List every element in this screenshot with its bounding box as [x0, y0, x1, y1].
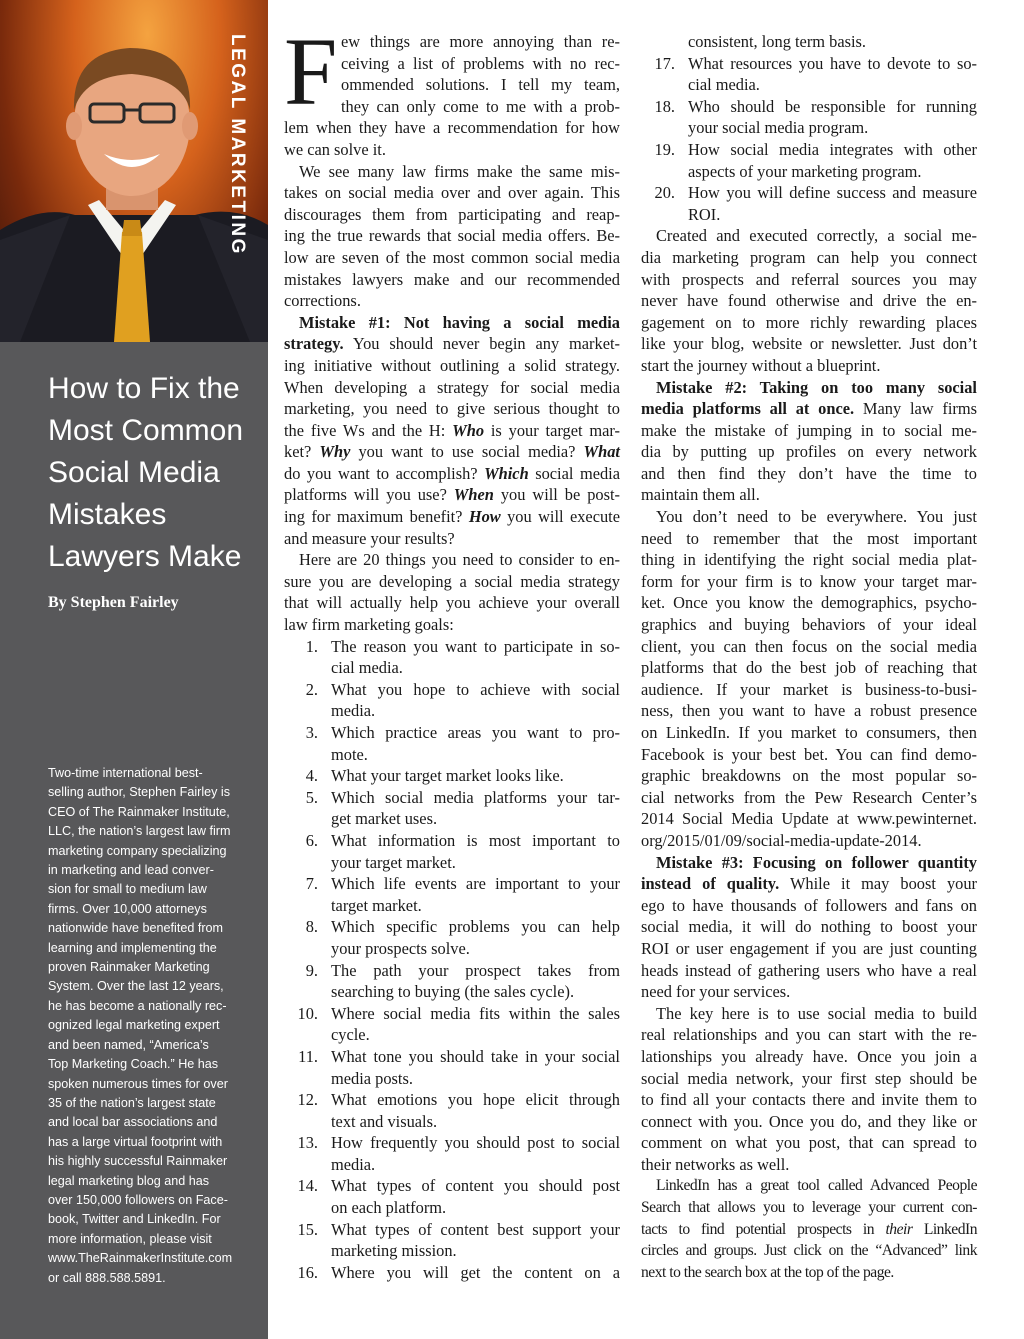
bio-line: spoken numerous times for over — [48, 1076, 228, 1091]
list-item: 16. Where you will get the content on a — [297, 1262, 620, 1282]
text-line: thing in identifying the right social media plat- — [641, 550, 977, 570]
title-line: Social Media — [48, 456, 220, 489]
byline: By Stephen Fairley — [48, 594, 179, 611]
bio-line: System. Over the last 12 years, — [48, 979, 224, 994]
text-line: ceiving a list of problems with no rec- — [341, 53, 620, 73]
bio-line: learning and implementing the — [48, 940, 217, 955]
article-column-2 — [641, 31, 977, 1283]
list-item: 13. How frequently you should post to social media. — [297, 1133, 620, 1174]
title-line: Most Common — [48, 414, 244, 447]
text-line: and then find they don’t have the time to — [641, 463, 977, 483]
bio-line: selling author, Stephen Fairley is — [48, 785, 231, 800]
list-item: 9. The path your prospect takes from searching to buying (the sales cycle). — [305, 960, 620, 1002]
drop-cap: F — [284, 18, 338, 125]
text-line: graphic breakdowns on the most popular so- — [641, 766, 977, 786]
sidebar — [0, 0, 268, 1339]
text-line: Search that allows you to leverage your current con- — [641, 1199, 977, 1217]
title-line: How to Fix the — [48, 372, 240, 405]
bio-line: LLC, the nation’s largest law firm — [48, 824, 231, 839]
bio-line: nationwide have benefited from — [48, 921, 224, 936]
bio-line: legal marketing blog and has — [48, 1173, 210, 1188]
list-item: 15. What types of content best support your marketing mission. — [297, 1219, 620, 1261]
bio-line: sion for small to medium law — [48, 882, 207, 897]
text-line: Here are 20 things you need to consider to en- — [299, 550, 620, 570]
bio-line: and local bar associations and — [48, 1115, 218, 1130]
bio-line: and been named, “America’s — [48, 1037, 209, 1052]
list-item: 14. What types of content you should post on each platform. — [297, 1176, 620, 1218]
list-item: 12. What emotions you hope elicit through text and visuals. — [297, 1090, 620, 1131]
text-line: never have found otherwise and drive the en- — [641, 291, 977, 311]
mistake-1-heading: Mistake #1: Not having a social media — [299, 312, 620, 332]
text-line: LinkedIn has a great tool called Advanced People — [656, 1177, 977, 1195]
text-line: ego to have thousands of followers and fans on — [641, 895, 977, 915]
list-item: 7. Which life events are important to your target market. — [305, 874, 620, 915]
text-line: need to remember that the most important — [641, 528, 977, 548]
list-item: 2. What you hope to achieve with social media. — [305, 679, 620, 721]
text-line: corrections. — [284, 291, 361, 311]
text-line: ket. Once you know the demographics, psycho- — [641, 593, 977, 613]
mistake-3-heading: Mistake #3: Focusing on follower quantity — [656, 852, 977, 872]
text-line: discourages them from participating and reap- — [284, 204, 620, 224]
text-line: low are seven of the most common social media — [284, 247, 620, 267]
bio-line: Top Marketing Coach.” He has — [48, 1057, 219, 1072]
text-line: maintain them all. — [641, 485, 760, 505]
text-line: The key here is to use social media to build — [656, 1003, 977, 1023]
text-line: lationships you already have. Once you join a — [641, 1046, 977, 1066]
bio-line: book, Twitter and LinkedIn. For — [48, 1212, 221, 1227]
text-line: 2014 Social Media Update at www.pewinternet. — [641, 809, 977, 829]
bio-line: marketing company specializing — [48, 843, 227, 858]
text-line: Facebook is your best bet. You can find demo- — [641, 744, 977, 764]
text-line: the five Ws and the H: Who is your target mar- — [284, 420, 620, 440]
list-item: 20. How you will define success and measure ROI. — [654, 183, 977, 224]
text-line: dia marketing program can help you connect — [641, 247, 977, 267]
article-title — [48, 368, 263, 578]
text-line: strategy. You should never begin any market- — [284, 334, 620, 354]
bio-line: his highly successful Rainmaker — [48, 1154, 228, 1169]
bio-line: in marketing and lead conver- — [48, 863, 214, 878]
text-line: platforms will you use? When you will be post- — [284, 485, 620, 505]
text-line: that will actually help you achieve your overall — [284, 593, 620, 613]
text-line: ket? Why you want to use social media? What — [284, 442, 620, 462]
bio-line: has a large virtual footprint with — [48, 1134, 223, 1149]
text-line: instead of quality. While it may boost your — [641, 874, 977, 894]
bio-line: 35 of the nation’s largest state — [48, 1095, 216, 1110]
text-line: and measure your results? — [284, 528, 455, 548]
text-line: comment on what you post, that can spread to — [641, 1133, 977, 1153]
mistake-2-heading: Mistake #2: Taking on too many social — [656, 377, 977, 397]
text-line: ing the true rewards that social media offers. Be- — [284, 226, 620, 246]
bio-line: ognized legal marketing expert — [48, 1018, 220, 1033]
list-item: 18. Who should be responsible for running your social media program. — [654, 96, 977, 138]
text-line: dia by putting up profiles on every network — [641, 442, 977, 462]
text-line: to find all your contacts there and invite them to — [641, 1090, 977, 1110]
bio-line: proven Rainmaker Marketing — [48, 960, 210, 975]
text-line: law firm marketing goals: — [284, 615, 454, 635]
text-line: heads instead of gathering users who have a real — [641, 960, 977, 980]
text-line: You don’t need to be everywhere. You just — [656, 507, 977, 527]
list-item: 4. What your target market looks like. — [305, 766, 564, 786]
text-line: mistakes lawyers make and our recommended — [284, 269, 620, 289]
text-line: social media, it will do nothing to boost your — [641, 917, 977, 937]
text-line: ew things are more annoying than re- — [341, 32, 620, 51]
bio-line: firms. Over 10,000 attorneys — [48, 901, 207, 916]
text-line: When developing a strategy for social media — [284, 377, 620, 397]
bio-line: Two-time international best- — [48, 766, 203, 780]
text-line: gagement on to more richly rewarding places — [641, 312, 977, 332]
text-line: real relationships and you can start with the re- — [641, 1025, 977, 1045]
bio-line: or call 888.588.5891. — [48, 1270, 166, 1285]
text-line: audience. If your market is business-to-busi- — [641, 679, 977, 699]
text-line: ommended solutions. I tell my team, — [341, 75, 620, 95]
bio-line: more information, please visit — [48, 1231, 212, 1246]
text-line: make the mistake of jumping in to social me- — [641, 420, 977, 440]
author-bio — [48, 764, 258, 1288]
text-line: we can solve it. — [284, 139, 386, 159]
text-line: social media network, your first step should be — [641, 1068, 977, 1088]
article-column-1 — [284, 18, 621, 1283]
text-line: client, you can then focus on the social media — [641, 636, 977, 656]
list-item-continued: consistent, long term basis. — [688, 32, 867, 51]
list-item: 10. Where social media fits within the sales cycle. — [297, 1003, 620, 1045]
text-line: ness, then you want to have a robust presence — [641, 701, 977, 721]
title-line: Mistakes — [48, 498, 167, 531]
text-line: they can only come to me with a prob- — [341, 96, 620, 116]
title-line: Lawyers Make — [48, 540, 242, 573]
section-label: LEGAL MARKETING — [227, 34, 248, 256]
text-line: takes on social media over and over again. This — [284, 183, 620, 203]
text-line: with prospects and referral sources you may — [641, 269, 977, 289]
text-line: media platforms all at once. Many law firms — [641, 399, 977, 419]
bio-line: over 150,000 followers on Face- — [48, 1192, 228, 1207]
text-line: lem when they have a recommendation for how — [284, 118, 620, 138]
list-item: 3. Which practice areas you want to pro- mote. — [305, 723, 620, 764]
text-line: marketing, you need to give serious thought to — [284, 399, 620, 419]
text-line: graphics and buying behaviors of your ideal — [641, 615, 977, 635]
text-line: form for your firm is to know your target mar- — [641, 571, 977, 591]
text-line: tacts to find potential prospects in their LinkedIn — [641, 1220, 977, 1238]
text-line: platforms that do the best job of reaching that — [641, 658, 977, 678]
text-line: connect with you. Once you do, and they like or — [641, 1111, 977, 1131]
text-line: ROI or user engagement if you are just counting — [641, 938, 977, 958]
bio-line: he has become a nationally rec- — [48, 998, 227, 1013]
text-line: do you want to accomplish? Which social media — [284, 463, 620, 483]
text-line: sure you are developing a social media strategy — [284, 571, 620, 591]
text-line: next to the search box at the top of the page. — [641, 1263, 894, 1281]
list-item: 19. How social media integrates with other aspects of your marketing program. — [654, 139, 977, 181]
text-line: their networks as well. — [641, 1154, 790, 1174]
text-line: We see many law firms make the same mis- — [299, 161, 620, 181]
text-line: on LinkedIn. If you market to consumers, then — [641, 723, 977, 742]
list-item: 6. What information is most important to your target market. — [305, 830, 620, 872]
list-item: 11. What tone you should take in your social media posts. — [298, 1046, 620, 1088]
list-item: 17. What resources you have to devote to so- cial media. — [654, 53, 977, 95]
considerations-list — [284, 636, 620, 1284]
text-line: need for your services. — [641, 982, 791, 1002]
text-line: like your blog, website or newsletter. Just don’t — [641, 334, 977, 354]
list-item: 5. Which social media platforms your tar- get market uses. — [305, 787, 620, 829]
text-line: ing initiative without outlining a solid strategy. — [284, 355, 620, 375]
text-line: cial networks from the Pew Research Center’s — [641, 787, 977, 807]
text-line: org/2015/01/09/social-media-update-2014. — [641, 830, 922, 850]
bio-line: www.TheRainmakerInstitute.com — [48, 1251, 233, 1266]
text-line: circles and groups. Just click on the “Advanced” link — [641, 1242, 977, 1260]
text-line: start the journey without a blueprint. — [641, 355, 881, 375]
list-item: 1. The reason you want to participate in so- cial media. — [305, 636, 620, 678]
list-item: 8. Which specific problems you can help your prospects solve. — [305, 917, 620, 958]
text-line: ing for maximum benefit? How you will execute — [284, 507, 621, 527]
text-line: Created and executed correctly, a social me- — [656, 226, 977, 246]
bio-line: CEO of The Rainmaker Institute, — [48, 804, 230, 819]
